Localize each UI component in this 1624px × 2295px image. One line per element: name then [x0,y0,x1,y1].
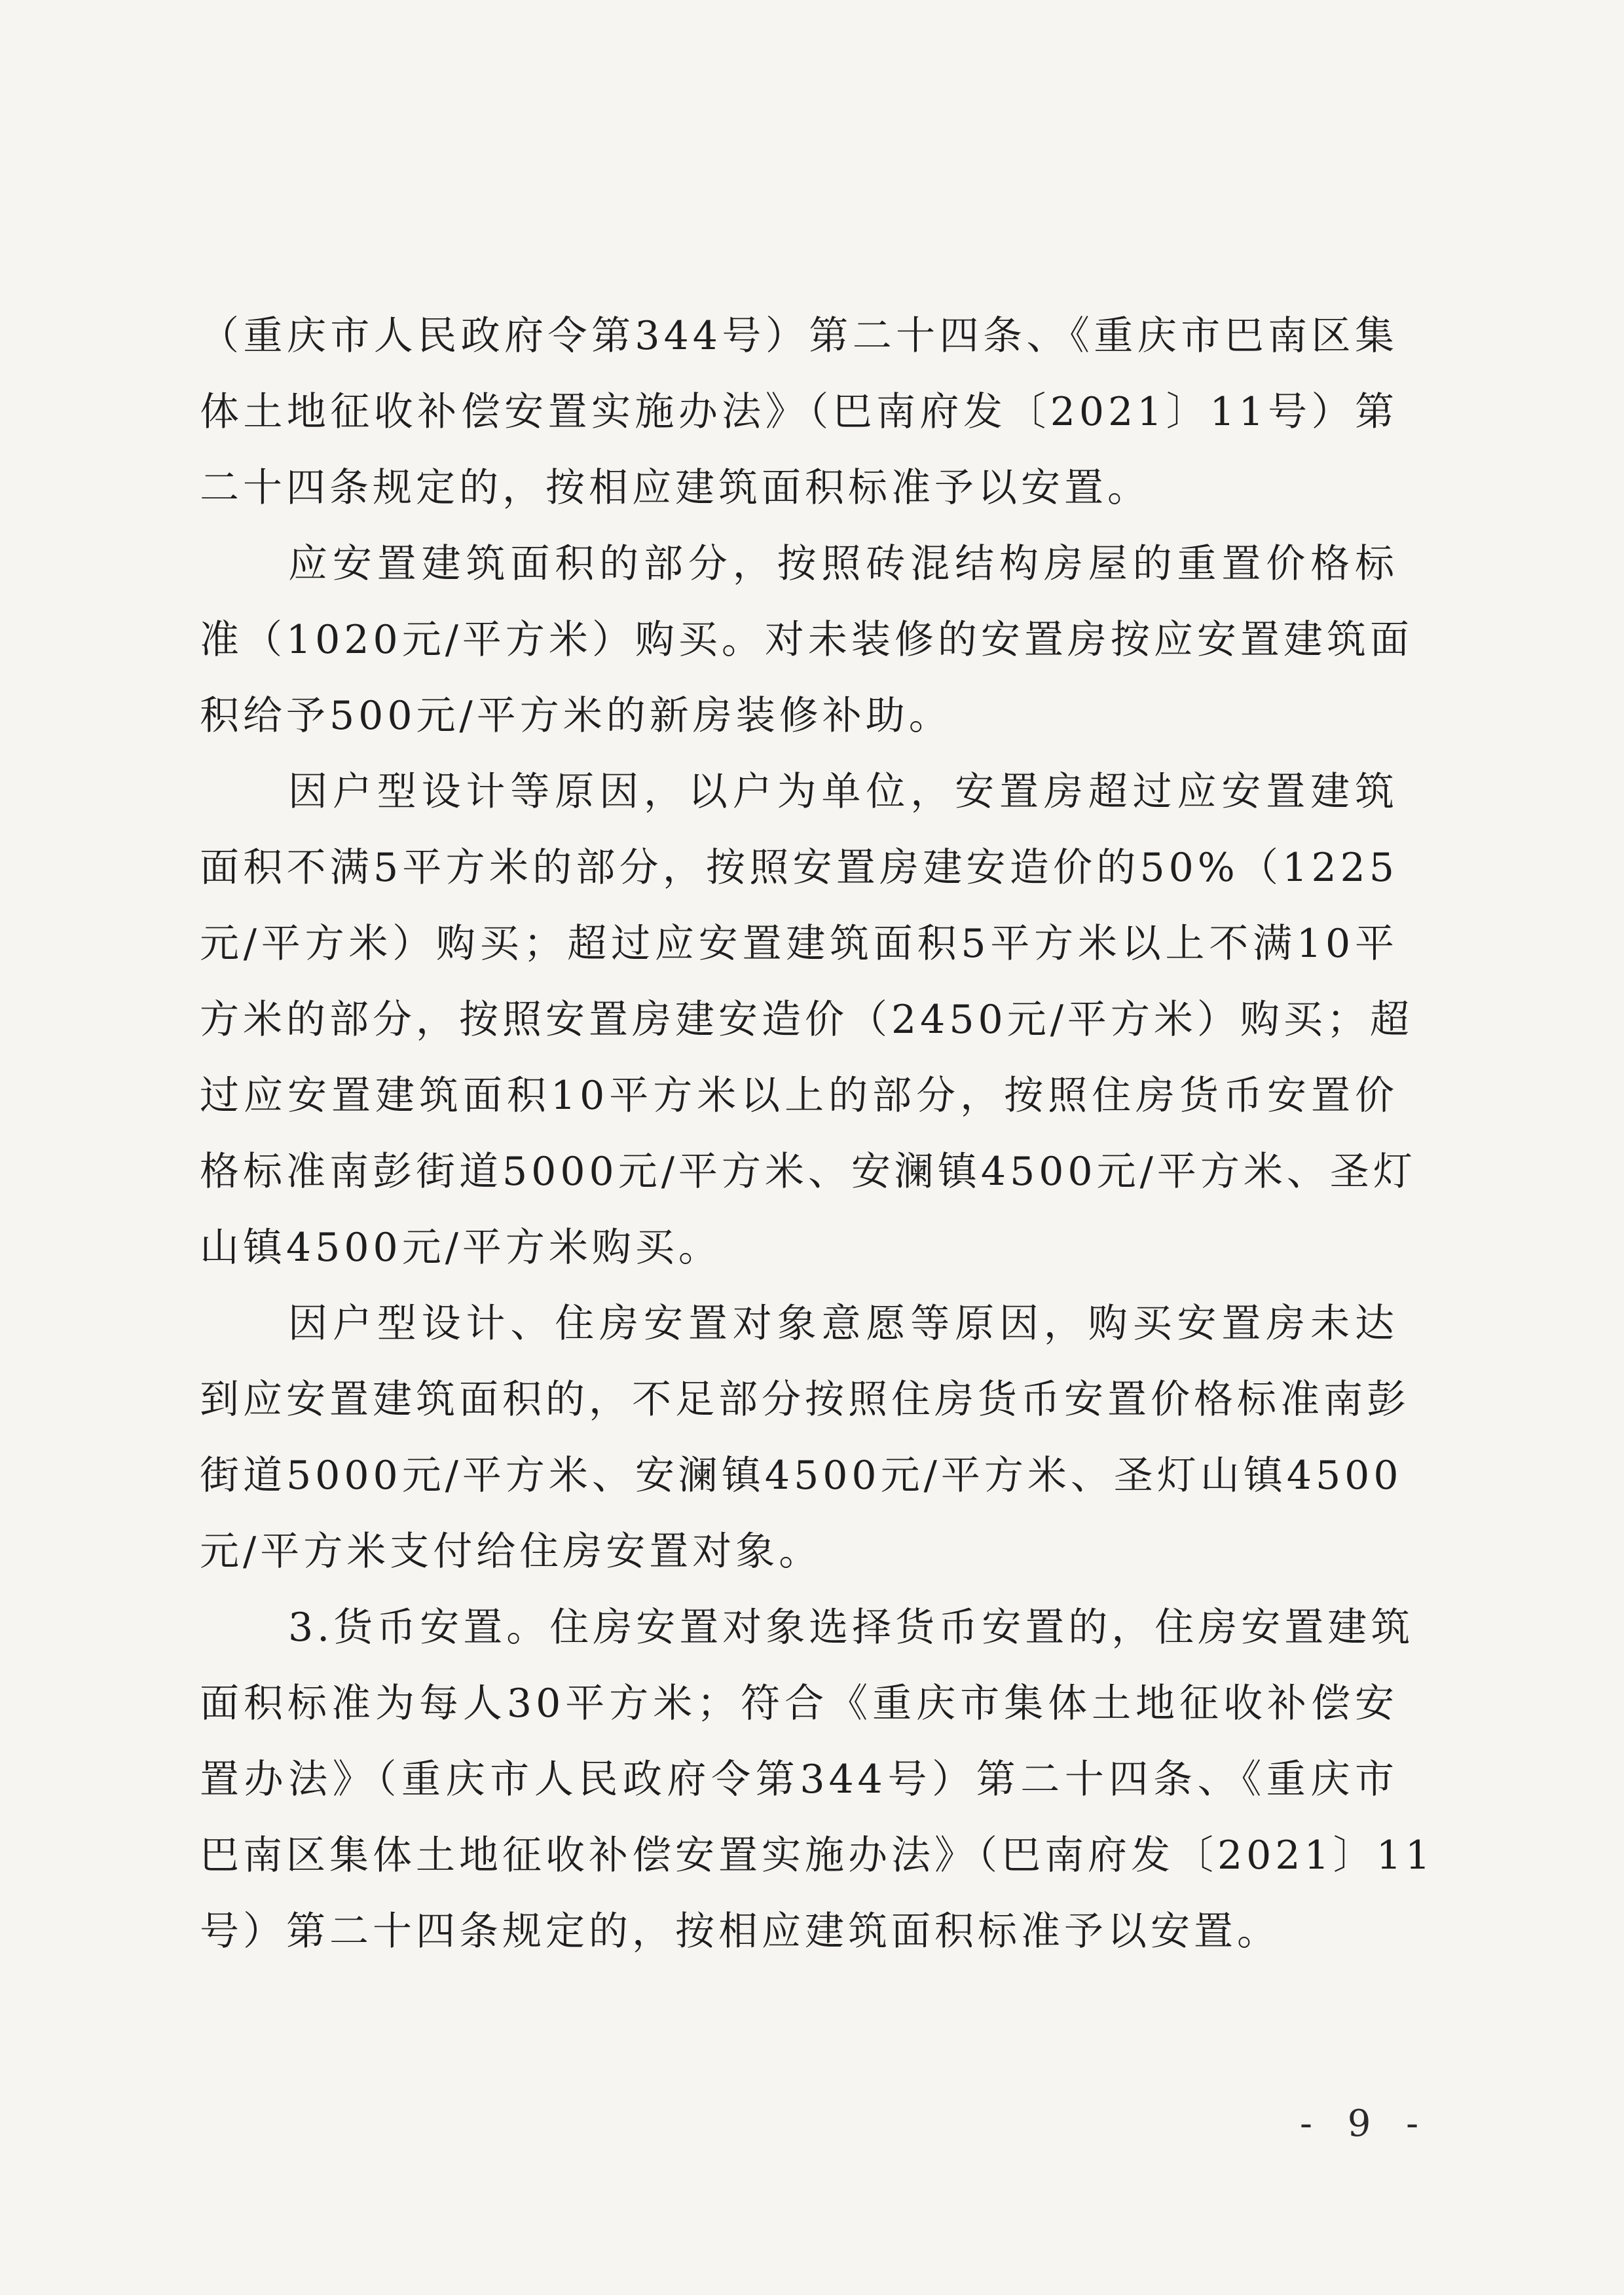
text-line: 巴南区集体土地征收补偿安置实施办法》（巴南府发〔2021〕11 [200,1833,1435,1878]
text-line: 应安置建筑面积的部分，按照砖混结构房屋的重置价格标 [288,541,1398,587]
text-line: 山镇4500元/平方米购买。 [200,1225,722,1271]
text-line: 置办法》（重庆市人民政府令第344号）第二十四条、《重庆市 [200,1757,1398,1802]
text-line: 体土地征收补偿安置实施办法》（巴南府发〔2021〕11号）第 [200,389,1398,435]
text-line: 面积标准为每人30平方米；符合《重庆市集体土地征收补偿安 [200,1681,1398,1726]
text-line: 元/平方米支付给住房安置对象。 [200,1529,822,1575]
text-line: 过应安置建筑面积10平方米以上的部分，按照住房货币安置价 [200,1073,1398,1119]
text-line: 街道5000元/平方米、安澜镇4500元/平方米、圣灯山镇4500 [200,1453,1403,1499]
text-line: 号）第二十四条规定的，按相应建筑面积标准予以安置。 [200,1909,1280,1954]
text-line: 二十四条规定的，按相应建筑面积标准予以安置。 [200,465,1151,511]
text-line: 因户型设计等原因，以户为单位，安置房超过应安置建筑 [288,769,1398,815]
text-line: （重庆市人民政府令第344号）第二十四条、《重庆市巴南区集 [200,313,1398,359]
text-line: 格标准南彭街道5000元/平方米、安澜镇4500元/平方米、圣灯 [200,1149,1416,1195]
text-line: 积给予500元/平方米的新房装修补助。 [200,693,952,739]
text-line: 因户型设计、住房安置对象意愿等原因，购买安置房未达 [288,1301,1398,1347]
page-number: - 9 - [1300,2102,1431,2145]
text-line: 方米的部分，按照安置房建安造价（2450元/平方米）购买；超 [200,997,1413,1043]
text-line: 到应安置建筑面积的，不足部分按照住房货币安置价格标准南彭 [200,1377,1410,1423]
text-line: 元/平方米）购买；超过应安置建筑面积5平方米以上不满10平 [200,921,1398,967]
body-text [200,298,1435,1969]
text-line: 准（1020元/平方米）购买。对未装修的安置房按应安置建筑面 [200,617,1413,663]
text-line: 3.货币安置。住房安置对象选择货币安置的，住房安置建筑 [288,1605,1414,1651]
text-line: 面积不满5平方米的部分，按照安置房建安造价的50%（1225 [200,845,1398,891]
